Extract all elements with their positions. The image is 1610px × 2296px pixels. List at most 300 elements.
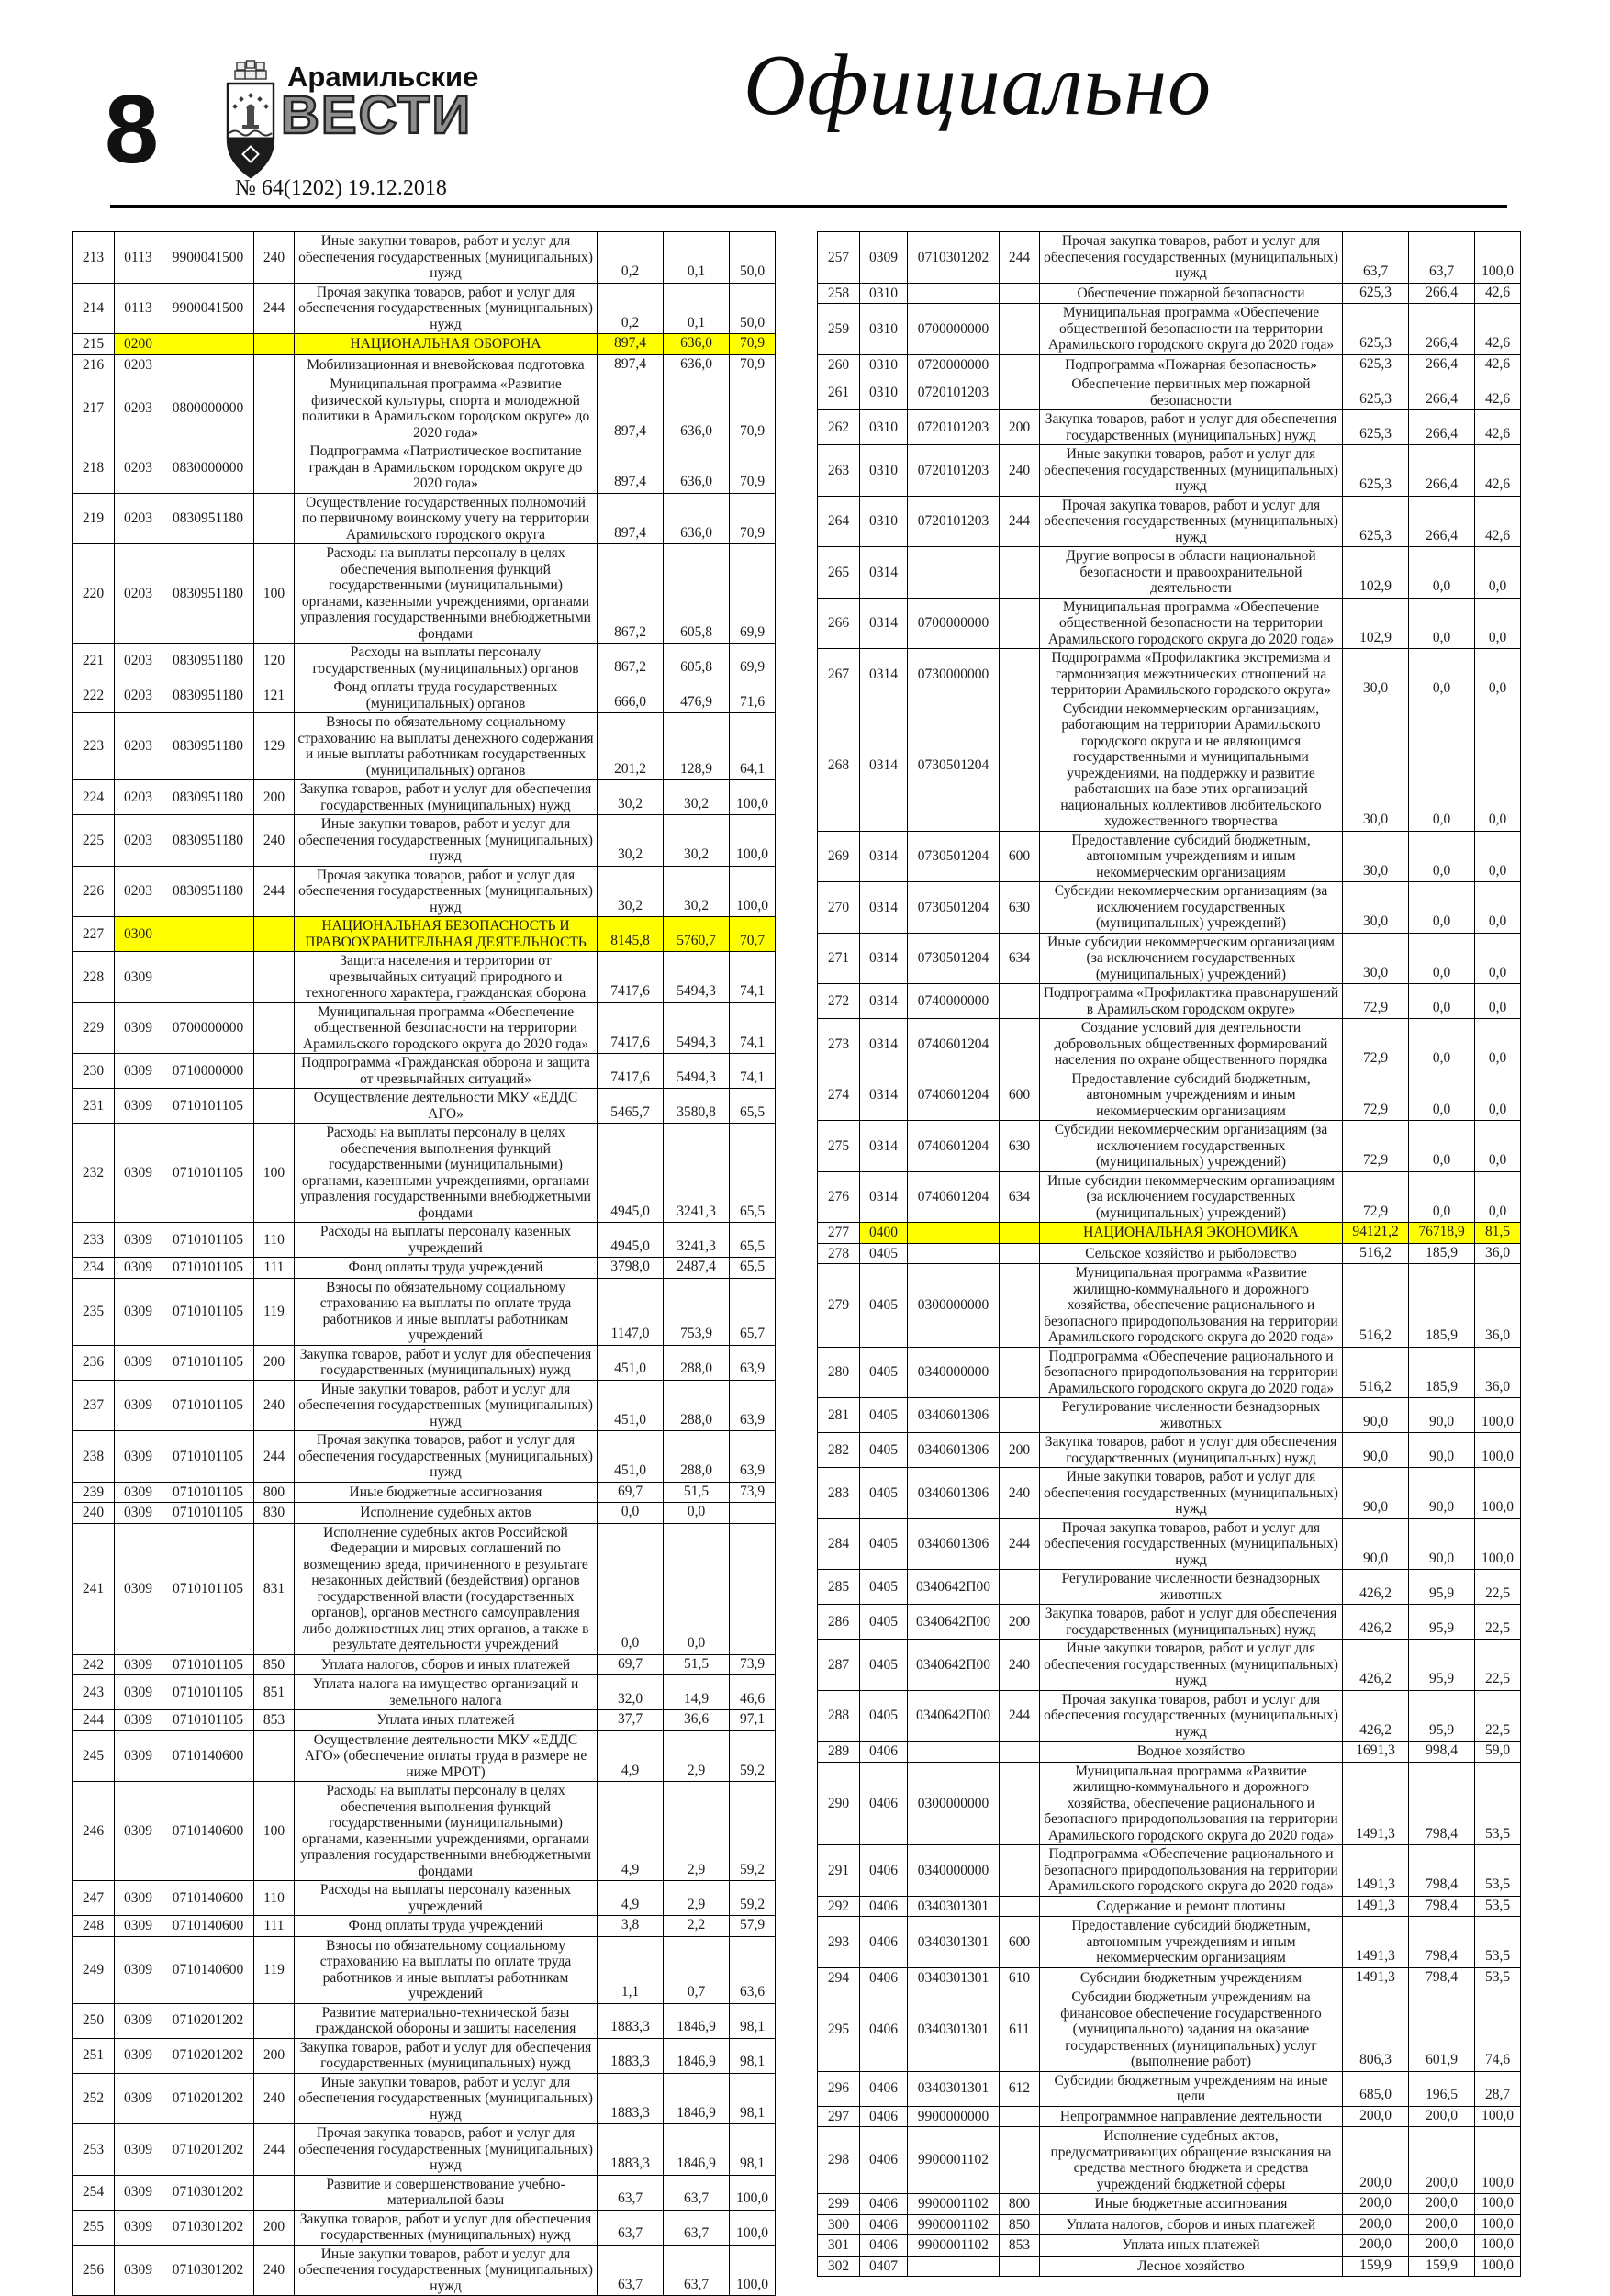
percent-executed-cell: 100,0 [1475,1518,1521,1570]
section-code-cell: 0405 [860,1640,908,1691]
section-code-cell: 0203 [115,713,162,780]
row-number-cell: 217 [73,375,115,442]
expense-type-code-cell [1000,1264,1040,1348]
target-article-code-cell: 0710201202 [162,2003,254,2038]
budget-executed-cell: 90,0 [1409,1433,1475,1468]
percent-executed-cell: 74,1 [730,952,776,1003]
percent-executed-cell: 36,0 [1475,1347,1521,1398]
table-row [73,2210,776,2245]
table-row [818,232,1521,284]
percent-executed-cell [730,1503,776,1524]
row-number-cell: 253 [73,2124,115,2176]
expense-type-code-cell: 200 [1000,1433,1040,1468]
section-code-cell: 0200 [115,334,162,355]
description-cell: Лесное хозяйство [1040,2256,1343,2277]
budget-executed-cell: 5494,3 [664,952,730,1003]
expense-type-code-cell [254,375,295,442]
budget-executed-cell: 36,6 [664,1710,730,1731]
budget-plan-cell: 159,9 [1343,2256,1409,2277]
budget-plan-cell: 1491,3 [1343,1896,1409,1917]
row-number-cell: 302 [818,2256,860,2277]
section-code-cell: 0203 [115,442,162,494]
table-row [818,1347,1521,1398]
target-article-code-cell: 0340301301 [908,2071,1000,2106]
target-article-code-cell: 0720101203 [908,445,1000,497]
row-number-cell: 226 [73,866,115,917]
table-row [818,1917,1521,1968]
target-article-code-cell: 0710101105 [162,1380,254,1431]
row-number-cell: 283 [818,1468,860,1519]
description-cell: Субсидии бюджетным учреждениям [1040,1967,1343,1988]
table-row [818,1264,1521,1348]
target-article-code-cell: 0740000000 [908,984,1000,1019]
section-code-cell: 0314 [860,598,908,649]
expense-type-code-cell: 800 [1000,2194,1040,2215]
target-article-code-cell: 9900041500 [162,232,254,284]
expense-type-code-cell: 100 [254,544,295,644]
target-article-code-cell [908,1243,1000,1264]
target-article-code-cell: 0710140600 [162,1730,254,1782]
description-cell: Предоставление субсидий бюджетным, автономным учреждениям и иным некоммерческим организациям [1040,1917,1343,1968]
row-number-cell: 244 [73,1710,115,1731]
row-number-cell: 221 [73,644,115,678]
percent-executed-cell: 69,9 [730,644,776,678]
table-row [818,1243,1521,1264]
percent-executed-cell: 22,5 [1475,1640,1521,1691]
target-article-code-cell: 0830951180 [162,678,254,713]
budget-plan-cell: 90,0 [1343,1433,1409,1468]
expense-type-code-cell [1000,304,1040,355]
percent-executed-cell: 69,9 [730,544,776,644]
section-code-cell: 0310 [860,304,908,355]
row-number-cell: 274 [818,1070,860,1121]
section-code-cell: 0314 [860,831,908,882]
section-code-cell: 0310 [860,410,908,445]
table-row [818,649,1521,700]
percent-executed-cell: 70,9 [730,334,776,355]
target-article-code-cell: 0340601306 [908,1398,1000,1433]
section-code-cell: 0203 [115,644,162,678]
description-cell: Непрограммное направление деятельности [1040,2106,1343,2127]
description-cell: НАЦИОНАЛЬНАЯ ЭКОНОМИКА [1040,1223,1343,1244]
budget-executed-cell: 266,4 [1409,496,1475,547]
table-row [73,1278,776,1345]
target-article-code-cell [162,354,254,375]
budget-plan-cell: 7417,6 [598,952,664,1003]
budget-executed-cell: 266,4 [1409,283,1475,304]
percent-executed-cell: 100,0 [1475,2256,1521,2277]
budget-executed-cell: 90,0 [1409,1518,1475,1570]
table-row [73,1503,776,1524]
budget-plan-cell: 451,0 [598,1431,664,1483]
budget-plan-cell: 72,9 [1343,984,1409,1019]
row-number-cell: 292 [818,1896,860,1917]
description-cell: Прочая закупка товаров, работ и услуг для обеспечения государственных (муниципальных) нужд [295,2124,598,2176]
section-code-cell: 0309 [115,1431,162,1483]
table-row [818,1070,1521,1121]
section-code-cell: 0309 [115,1503,162,1524]
percent-executed-cell: 53,5 [1475,1967,1521,1988]
table-row [818,598,1521,649]
budget-executed-cell: 5494,3 [664,1054,730,1089]
budget-executed-cell: 288,0 [664,1345,730,1380]
budget-plan-cell: 897,4 [598,493,664,544]
target-article-code-cell: 0710101105 [162,1124,254,1223]
coat-of-arms-logo [222,59,279,182]
section-code-cell: 0314 [860,1070,908,1121]
percent-executed-cell: 74,1 [730,1054,776,1089]
budget-plan-cell: 897,4 [598,375,664,442]
percent-executed-cell: 100,0 [1475,2127,1521,2194]
description-cell: Уплата налогов, сборов и иных платежей [295,1654,598,1675]
budget-plan-cell: 8145,8 [598,917,664,952]
expense-type-code-cell: 600 [1000,1917,1040,1968]
budget-executed-cell: 0,0 [1409,1171,1475,1223]
section-code-cell: 0309 [115,2210,162,2245]
row-number-cell: 260 [818,354,860,375]
percent-executed-cell: 36,0 [1475,1264,1521,1348]
description-cell: Закупка товаров, работ и услуг для обеспечения государственных (муниципальных) нужд [295,2210,598,2245]
percent-executed-cell: 59,2 [730,1881,776,1916]
target-article-code-cell: 0710101105 [162,1431,254,1483]
row-number-cell: 240 [73,1503,115,1524]
target-article-code-cell: 0740601204 [908,1070,1000,1121]
row-number-cell: 300 [818,2214,860,2235]
budget-plan-cell: 1691,3 [1343,1742,1409,1763]
percent-executed-cell: 70,9 [730,375,776,442]
row-number-cell: 265 [818,547,860,599]
budget-executed-cell: 636,0 [664,442,730,494]
budget-executed-cell: 30,2 [664,780,730,815]
expense-type-code-cell: 119 [254,1936,295,2003]
description-cell: Исполнение судебных актов, предусматривающих обращение взыскания на средства местного бюджета и средства учреждений бюджетной сферы [1040,2127,1343,2194]
row-number-cell: 258 [818,283,860,304]
percent-executed-cell: 50,0 [730,283,776,334]
target-article-code-cell: 0720101203 [908,375,1000,410]
budget-executed-cell: 63,7 [664,2245,730,2296]
budget-plan-cell: 63,7 [1343,232,1409,284]
budget-executed-cell: 601,9 [1409,1988,1475,2072]
section-code-cell: 0314 [860,1121,908,1172]
row-number-cell: 282 [818,1433,860,1468]
budget-executed-cell: 2,9 [664,1730,730,1782]
percent-executed-cell: 65,5 [730,1124,776,1223]
budget-plan-cell: 625,3 [1343,283,1409,304]
percent-executed-cell: 42,6 [1475,375,1521,410]
row-number-cell: 242 [73,1654,115,1675]
row-number-cell: 268 [818,700,860,831]
description-cell: Обеспечение первичных мер пожарной безопасности [1040,375,1343,410]
description-cell: Взносы по обязательному социальному страхованию на выплаты денежного содержания и иные выплаты работникам государственных (муниципальных) органов [295,713,598,780]
expense-type-code-cell: 129 [254,713,295,780]
budget-plan-cell: 32,0 [598,1675,664,1710]
row-number-cell: 255 [73,2210,115,2245]
budget-executed-cell: 128,9 [664,713,730,780]
target-article-code-cell: 0720000000 [908,354,1000,375]
row-number-cell: 267 [818,649,860,700]
description-cell: Другие вопросы в области национальной безопасности и правоохранительной деятельности [1040,547,1343,599]
expense-type-code-cell [254,334,295,355]
description-cell: Закупка товаров, работ и услуг для обеспечения государственных (муниципальных) нужд [295,1345,598,1380]
description-cell: Подпрограмма «Обеспечение рационального и безопасного природопользования на территории Арамильского городского округа до 2020 года» [1040,1845,1343,1897]
target-article-code-cell: 0740601204 [908,1171,1000,1223]
expense-type-code-cell: 851 [254,1675,295,1710]
budget-executed-cell: 0,0 [1409,547,1475,599]
percent-executed-cell: 0,0 [1475,1070,1521,1121]
section-code-cell: 0309 [115,2124,162,2176]
section-code-cell: 0309 [115,2038,162,2073]
description-cell: Субсидии некоммерческим организациям (за исключением государственных (муниципальных) учреждений) [1040,882,1343,934]
budget-plan-cell: 72,9 [1343,1121,1409,1172]
row-number-cell: 272 [818,984,860,1019]
table-row [73,493,776,544]
budget-executed-cell: 266,4 [1409,354,1475,375]
budget-plan-cell: 426,2 [1343,1605,1409,1640]
description-cell: Исполнение судебных актов [295,1503,598,1524]
budget-plan-cell: 30,0 [1343,831,1409,882]
row-number-cell: 271 [818,933,860,984]
percent-executed-cell: 28,7 [1475,2071,1521,2106]
target-article-code-cell: 0340642П00 [908,1605,1000,1640]
description-cell: Иные субсидии некоммерческим организациям (за исключением государственных (муниципальных) учреждений) [1040,1171,1343,1223]
budget-executed-cell: 5494,3 [664,1002,730,1054]
percent-executed-cell: 73,9 [730,1482,776,1503]
percent-executed-cell: 100,0 [1475,2194,1521,2215]
expense-type-code-cell: 121 [254,678,295,713]
percent-executed-cell: 71,6 [730,678,776,713]
percent-executed-cell: 42,6 [1475,354,1521,375]
section-code-cell: 0406 [860,2127,908,2194]
percent-executed-cell: 100,0 [730,815,776,867]
percent-executed-cell: 100,0 [1475,1398,1521,1433]
expense-type-code-cell: 244 [254,2124,295,2176]
expense-type-code-cell: 240 [254,1380,295,1431]
description-cell: Осуществление деятельности МКУ «ЕДДС АГО» [295,1089,598,1124]
section-code-cell: 0309 [115,1223,162,1258]
budget-executed-cell: 185,9 [1409,1243,1475,1264]
target-article-code-cell: 0830951180 [162,866,254,917]
description-cell: Муниципальная программа «Развитие физической культуры, спорта и молодежной политики в Арамильском городском округе» до 2020 года» [295,375,598,442]
expense-type-code-cell [1000,1762,1040,1845]
row-number-cell: 277 [818,1223,860,1244]
row-number-cell: 299 [818,2194,860,2215]
masthead-brand-bottom: ВЕСТИ [281,85,473,145]
description-cell: Регулирование численности безнадзорных животных [1040,1398,1343,1433]
row-number-cell: 249 [73,1936,115,2003]
budget-executed-cell: 0,0 [1409,882,1475,934]
target-article-code-cell: 0730501204 [908,831,1000,882]
row-number-cell: 220 [73,544,115,644]
budget-plan-cell: 69,7 [598,1482,664,1503]
table-row [73,952,776,1003]
percent-executed-cell: 100,0 [1475,1468,1521,1519]
row-number-cell: 247 [73,1881,115,1916]
row-number-cell: 233 [73,1223,115,1258]
percent-executed-cell: 81,5 [1475,1223,1521,1244]
row-number-cell: 215 [73,334,115,355]
description-cell: Субсидии бюджетным учреждениям на финансовое обеспечение государственного (муниципального) задания на оказание государственных (муниципальных) услуг (выполнение работ) [1040,1988,1343,2072]
expense-type-code-cell: 800 [254,1482,295,1503]
section-code-cell: 0314 [860,1171,908,1223]
description-cell: Осуществление государственных полномочий по первичному воинскому учету на территории Арамильского городского округа [295,493,598,544]
budget-plan-cell: 63,7 [598,2245,664,2296]
row-number-cell: 289 [818,1742,860,1763]
expense-type-code-cell [1000,984,1040,1019]
budget-executed-cell: 798,4 [1409,1845,1475,1897]
budget-plan-cell: 4,9 [598,1881,664,1916]
expense-type-code-cell [1000,1223,1040,1244]
description-cell: Взносы по обязательному социальному страхованию на выплаты по оплате труда работников и иные выплаты работникам учреждений [295,1936,598,2003]
budget-plan-cell: 63,7 [598,2210,664,2245]
budget-executed-cell: 266,4 [1409,375,1475,410]
section-code-cell: 0309 [115,1345,162,1380]
target-article-code-cell: 0730000000 [908,649,1000,700]
expense-type-code-cell [254,1089,295,1124]
percent-executed-cell: 42,6 [1475,496,1521,547]
budget-plan-cell: 4,9 [598,1730,664,1782]
budget-executed-cell: 2,9 [664,1881,730,1916]
table-row [73,2124,776,2176]
description-cell: Иные закупки товаров, работ и услуг для обеспечения государственных (муниципальных) нужд [1040,445,1343,497]
header-divider [110,205,1507,208]
percent-executed-cell: 70,9 [730,493,776,544]
budget-executed-cell: 200,0 [1409,2106,1475,2127]
percent-executed-cell: 100,0 [1475,2106,1521,2127]
budget-executed-cell: 0,0 [1409,831,1475,882]
budget-plan-cell: 1883,3 [598,2124,664,2176]
table-row [818,933,1521,984]
target-article-code-cell: 0710000000 [162,1054,254,1089]
percent-executed-cell: 63,9 [730,1345,776,1380]
description-cell: Иные бюджетные ассигнования [295,1482,598,1503]
row-number-cell: 222 [73,678,115,713]
section-code-cell: 0310 [860,496,908,547]
description-cell: Муниципальная программа «Развитие жилищно-коммунального и дорожного хозяйства, обеспечение рационального и безопасного природопользования на территории Арамильского городского округа до 2020 года» [1040,1762,1343,1845]
description-cell: Развитие и совершенствование учебно-материальной базы [295,2175,598,2210]
section-code-cell: 0309 [115,2003,162,2038]
expense-type-code-cell: 850 [1000,2214,1040,2235]
budget-executed-cell: 51,5 [664,1654,730,1675]
section-code-cell: 0406 [860,1967,908,1988]
section-code-cell: 0406 [860,1917,908,1968]
row-number-cell: 235 [73,1278,115,1345]
percent-executed-cell: 42,6 [1475,283,1521,304]
target-article-code-cell [908,283,1000,304]
description-cell: Фонд оплаты труда учреждений [295,1258,598,1279]
percent-executed-cell: 50,0 [730,232,776,284]
budget-plan-cell: 30,0 [1343,933,1409,984]
row-number-cell: 213 [73,232,115,284]
budget-plan-cell: 897,4 [598,334,664,355]
target-article-code-cell: 0710301202 [162,2245,254,2296]
budget-plan-cell: 806,3 [1343,1988,1409,2072]
target-article-code-cell: 0710201202 [162,2073,254,2124]
budget-executed-cell: 636,0 [664,354,730,375]
section-code-cell: 0405 [860,1468,908,1519]
row-number-cell: 278 [818,1243,860,1264]
target-article-code-cell: 0700000000 [162,1002,254,1054]
expense-type-code-cell: 830 [254,1503,295,1524]
description-cell: Водное хозяйство [1040,1742,1343,1763]
row-number-cell: 230 [73,1054,115,1089]
budget-executed-cell: 2487,4 [664,1258,730,1279]
description-cell: Осуществление деятельности МКУ «ЕДДС АГО» (обеспечение оплаты труда в размере не ниже МРОТ) [295,1730,598,1782]
table-row [818,1640,1521,1691]
expense-type-code-cell: 120 [254,644,295,678]
expense-type-code-cell: 240 [1000,445,1040,497]
expense-type-code-cell: 240 [1000,1468,1040,1519]
budget-plan-cell: 426,2 [1343,1690,1409,1742]
expense-type-code-cell: 240 [254,232,295,284]
expense-type-code-cell: 244 [1000,496,1040,547]
percent-executed-cell: 42,6 [1475,445,1521,497]
budget-executed-cell: 798,4 [1409,1967,1475,1988]
expense-type-code-cell: 244 [1000,232,1040,284]
budget-executed-cell: 266,4 [1409,445,1475,497]
target-article-code-cell: 0710101105 [162,1345,254,1380]
percent-executed-cell: 0,0 [1475,1121,1521,1172]
row-number-cell: 239 [73,1482,115,1503]
description-cell: Уплата иных платежей [1040,2235,1343,2257]
target-article-code-cell: 0710301202 [162,2210,254,2245]
table-row [818,2256,1521,2277]
description-cell: Муниципальная программа «Обеспечение общественной безопасности на территории Арамильского городского округа до 2020 года» [295,1002,598,1054]
table-row [818,831,1521,882]
table-row [818,1967,1521,1988]
budget-executed-cell: 0,0 [1409,1019,1475,1070]
budget-plan-cell: 1883,3 [598,2003,664,2038]
section-code-cell: 0309 [115,1482,162,1503]
expense-type-code-cell [1000,2127,1040,2194]
budget-plan-cell: 867,2 [598,644,664,678]
expense-type-code-cell: 850 [254,1654,295,1675]
expense-type-code-cell [1000,547,1040,599]
budget-plan-cell: 4,9 [598,1782,664,1881]
table-row [73,442,776,494]
section-code-cell: 0407 [860,2256,908,2277]
section-code-cell: 0405 [860,1570,908,1605]
row-number-cell: 264 [818,496,860,547]
budget-plan-cell: 426,2 [1343,1570,1409,1605]
budget-plan-cell: 200,0 [1343,2106,1409,2127]
budget-executed-cell: 63,7 [664,2175,730,2210]
percent-executed-cell: 46,6 [730,1675,776,1710]
section-code-cell: 0309 [115,2073,162,2124]
table-row [818,700,1521,831]
description-cell: Прочая закупка товаров, работ и услуг для обеспечения государственных (муниципальных) нужд [295,283,598,334]
section-code-cell: 0309 [860,232,908,284]
row-number-cell: 251 [73,2038,115,2073]
description-cell: Содержание и ремонт плотины [1040,1896,1343,1917]
budget-plan-cell: 0,2 [598,232,664,284]
table-row [818,1605,1521,1640]
table-row [73,1223,776,1258]
budget-executed-cell: 266,4 [1409,410,1475,445]
table-row [818,984,1521,1019]
row-number-cell: 216 [73,354,115,375]
budget-plan-cell: 72,9 [1343,1171,1409,1223]
section-code-cell: 0406 [860,1742,908,1763]
table-row [73,1936,776,2003]
target-article-code-cell: 9900000000 [908,2106,1000,2127]
budget-executed-cell: 636,0 [664,493,730,544]
description-cell: Прочая закупка товаров, работ и услуг для обеспечения государственных (муниципальных) нужд [1040,496,1343,547]
row-number-cell: 223 [73,713,115,780]
row-number-cell: 254 [73,2175,115,2210]
budget-executed-cell: 200,0 [1409,2127,1475,2194]
percent-executed-cell: 22,5 [1475,1605,1521,1640]
target-article-code-cell: 0710201202 [162,2038,254,2073]
